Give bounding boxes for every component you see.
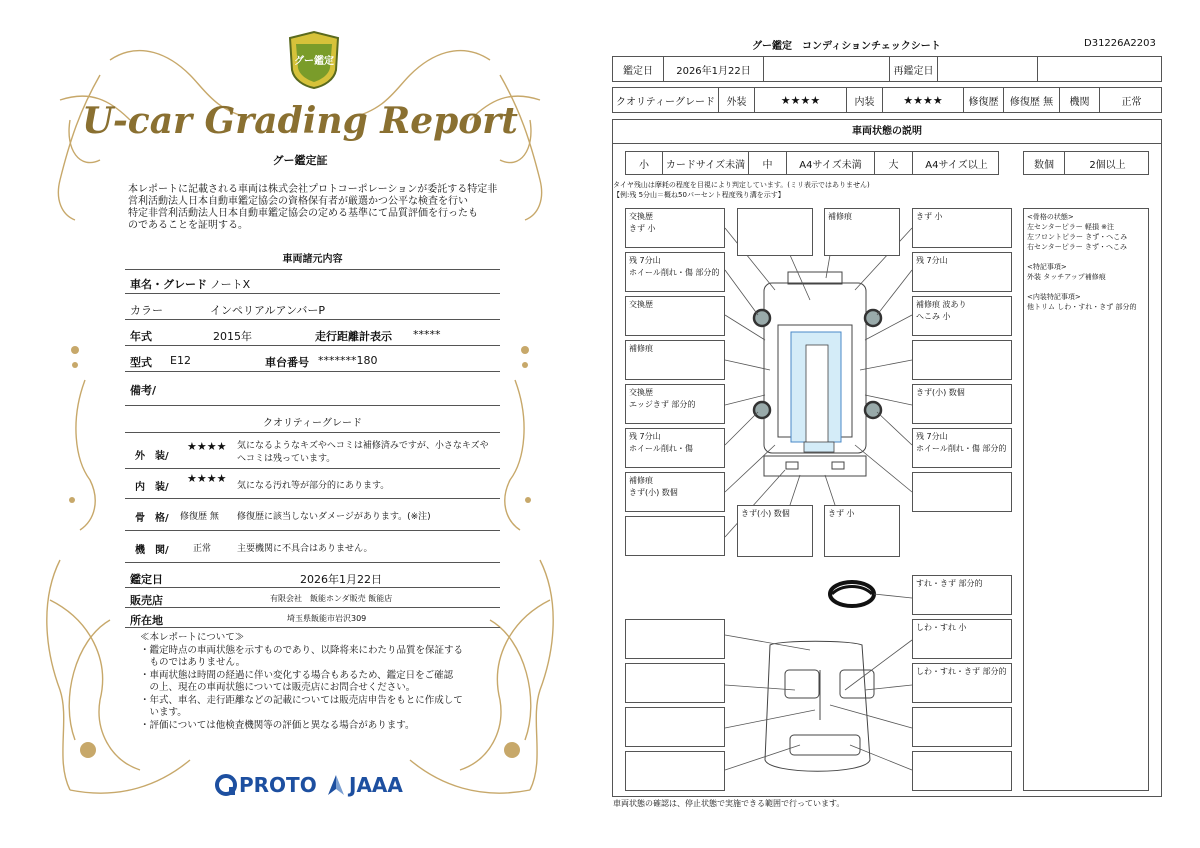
- box-text: 残 7分山: [916, 256, 948, 265]
- tire-box-rear-right: [912, 428, 1012, 468]
- exterior-box-left-8: [625, 516, 725, 556]
- interior-box-left-1: [625, 619, 725, 659]
- exterior-box-right-3: [912, 296, 1012, 336]
- interior-box-right-2: [912, 663, 1012, 703]
- frame-value: 修復歴 無: [180, 512, 219, 522]
- tire-note-line: タイヤ残山は摩耗の程度を目視により判定しています。(ミリ表示ではありません): [613, 181, 870, 189]
- grade-engine: [125, 531, 500, 563]
- exterior-box-left-1: [625, 208, 725, 248]
- note-line: 外装 タッチアップ補修痕: [1027, 273, 1106, 281]
- steering-wheel-icon: [830, 582, 874, 606]
- exterior-box-right-4: [912, 340, 1012, 380]
- box-text: エッジきず 部分的: [629, 400, 696, 409]
- box-text: 残 7分山: [629, 256, 661, 265]
- box-text: ホイール削れ・傷 部分的: [916, 444, 1007, 453]
- jaaa-logo: [326, 772, 403, 798]
- engine-label: 機関: [1059, 88, 1099, 112]
- mileage-label: 走行距離計表示: [315, 330, 392, 343]
- box-text: きず(小) 数個: [629, 488, 678, 497]
- interior-stars: ★★★★: [882, 88, 963, 112]
- interior-box-right-4: [912, 751, 1012, 791]
- certificate-heading: グー鑑定証: [272, 154, 328, 167]
- box-text: 交換歴: [629, 300, 653, 309]
- box-text: しわ・すれ・きず 部分的: [916, 667, 1007, 676]
- box-text: きず 小: [629, 224, 656, 233]
- year-label: 年式: [130, 330, 152, 343]
- box-text: 補修痕: [629, 476, 653, 485]
- exterior-text-line: ヘコミは残っています。: [237, 454, 336, 464]
- box-text: きず 小: [828, 509, 855, 518]
- note-line: [1027, 282, 1145, 292]
- note-line: <骨格の状態>: [1027, 213, 1074, 221]
- quality-label: クオリティーグレード: [616, 96, 715, 108]
- goo-logo: [286, 30, 342, 90]
- date-value: 2026年1月22日: [300, 573, 382, 586]
- report-script-title: U-car Grading Report: [82, 100, 518, 142]
- address-label: 所在地: [130, 614, 163, 627]
- note-line: <内装特記事項>: [1027, 293, 1081, 301]
- box-text: ホイール削れ・傷 部分的: [629, 268, 720, 277]
- date-label: 鑑定日: [130, 573, 163, 586]
- remarks-label: 備考/: [130, 384, 157, 397]
- tire-box-front-left: [625, 252, 725, 292]
- interior-label: 内 装/: [135, 482, 169, 493]
- exterior-box-top-1: [737, 208, 813, 256]
- notes-heading: ≪本レポートについて≫: [140, 632, 245, 643]
- condition-notes: [1023, 208, 1149, 791]
- tire-note-line: 【例:残 5分山＝概ね50パーセント程度残り溝を示す】: [613, 191, 785, 199]
- jaaa-logo-text: JAAA: [349, 773, 403, 797]
- spec-row-name: [125, 270, 500, 294]
- specs-heading: 車両諸元内容: [282, 254, 343, 265]
- exterior-box-left-7: [625, 472, 725, 512]
- box-text: へこみ 小: [916, 312, 951, 321]
- frame-text: 修復歴に該当しないダメージがあります。(※注): [237, 512, 431, 522]
- engine-value: 正常: [193, 544, 212, 554]
- note-line: 左フロントピラー きず・へこみ: [1027, 233, 1128, 241]
- note-line: ・車両状態は時間の経過に伴い変化する場合もあるため、鑑定日をご確認: [140, 669, 454, 681]
- exterior-label: 外装: [718, 88, 754, 112]
- interior-box-left-4: [625, 751, 725, 791]
- note-line: 左センターピラー 軽損 ※注: [1027, 223, 1115, 231]
- legend-count-desc: 2個以上: [1064, 152, 1150, 174]
- repair-value: 修復歴 無: [1003, 88, 1059, 112]
- proto-mark-icon: [215, 774, 237, 796]
- mileage-value: *****: [413, 328, 441, 341]
- proto-logo: [215, 772, 317, 798]
- box-text: ホイール削れ・傷: [629, 444, 693, 453]
- note-line: 他トリム しわ・すれ・きず 部分的: [1027, 303, 1137, 311]
- engine-text: 主要機関に不具合はありません。: [237, 544, 373, 554]
- condition-check-sheet: [600, 0, 1200, 848]
- jaaa-mark-icon: [326, 773, 346, 797]
- exterior-box-left-5: [625, 384, 725, 424]
- exterior-box-left-3: [625, 296, 725, 336]
- box-text: 交換歴: [629, 212, 653, 221]
- name-grade-value: ノートX: [210, 278, 251, 291]
- model-label: 型式: [130, 356, 152, 369]
- date-row: [125, 566, 500, 588]
- exterior-text-line: 気になるようなキズやヘコミは補修済みですが、小さなキズや: [237, 441, 489, 451]
- rear-left-wheel-icon: [754, 402, 770, 418]
- sheet-title: グー鑑定 コンディションチェックシート: [752, 41, 941, 52]
- chassis-value: *******180: [318, 354, 378, 367]
- address-value: 埼玉県飯能市岩沢309: [287, 614, 367, 623]
- dealer-row: [125, 588, 500, 608]
- intro-line: のであることを証明する。: [128, 220, 248, 231]
- frame-label: 骨 格/: [135, 513, 169, 524]
- exterior-text: [237, 440, 489, 466]
- report-notes: [140, 632, 510, 732]
- box-text: しわ・すれ 小: [916, 623, 967, 632]
- interior-text: 気になる汚れ等が部分的にあります。: [237, 481, 390, 491]
- reinspect-label: 再鑑定日: [889, 57, 937, 81]
- legend-small-desc: カードサイズ未満: [662, 152, 748, 174]
- spec-row-year: [125, 322, 500, 346]
- exterior-box-left-4: [625, 340, 725, 380]
- dealer-value: 有限会社 飯能ホンダ販売 飯能店: [270, 594, 393, 603]
- box-text: 残 7分山: [916, 432, 948, 441]
- sheet-footer: 車両状態の確認は、停止状態で実施できる範囲で行っています。: [613, 799, 845, 808]
- interior-box-right-1: [912, 619, 1012, 659]
- interior-box-right-3: [912, 707, 1012, 747]
- box-text: きず(小) 数個: [741, 509, 790, 518]
- legend-medium-desc: A4サイズ未満: [786, 152, 874, 174]
- box-text: 残 7分山: [629, 432, 661, 441]
- state-heading: 車両状態の説明: [613, 120, 1161, 144]
- note-line: ・年式、車名、走行距離などの記載については販売店申告をもとに作成して: [140, 694, 463, 706]
- goo-logo-text: グー鑑定: [294, 56, 334, 67]
- document-id: D31226A2203: [1084, 38, 1156, 49]
- exterior-box-right-7: [912, 472, 1012, 512]
- address-row: [125, 608, 500, 628]
- date-value: 2026年1月22日: [663, 57, 763, 81]
- exterior-label: 外 装/: [135, 451, 169, 462]
- box-text: すれ・きず 部分的: [916, 579, 983, 588]
- legend-large: 大: [874, 152, 912, 174]
- exterior-box-top-2: [824, 208, 900, 256]
- date-label: 鑑定日: [623, 65, 653, 77]
- note-line: 右センターピラー きず・へこみ: [1027, 243, 1127, 251]
- note-line: ・鑑定時点の車両状態を示すものであり、以降将来にわたり品質を保証する: [140, 644, 464, 656]
- note-line: の上、現在の車両状態については販売店にお問合せください。: [140, 682, 416, 693]
- interior-stars: ★★★★: [187, 472, 227, 485]
- spec-row-color: [125, 296, 500, 320]
- rear-right-wheel-icon: [865, 402, 881, 418]
- legend-large-desc: A4サイズ以上: [912, 152, 1000, 174]
- exterior-box-bottom-2: [824, 505, 900, 557]
- interior-box-left-3: [625, 707, 725, 747]
- exterior-stars: ★★★★: [754, 88, 846, 112]
- chassis-label: 車台番号: [265, 356, 309, 369]
- name-grade-label: 車名・グレード: [130, 278, 207, 291]
- box-text: 補修痕: [828, 212, 852, 221]
- box-text: 補修痕 波あり: [916, 300, 967, 309]
- intro-line: 営利活動法人日本自動車鑑定協会の資格保有者が厳選かつ公平な検査を行い: [128, 196, 468, 207]
- note-line: [1027, 252, 1145, 262]
- legend-medium: 中: [748, 152, 786, 174]
- exterior-box-right-5: [912, 384, 1012, 424]
- tire-box-rear-left: [625, 428, 725, 468]
- grade-interior: [125, 469, 500, 499]
- color-label: カラー: [130, 304, 163, 317]
- intro-line: 特定非営利活動法人日本自動車鑑定協会の定める基準にて品質評価を行ったも: [128, 208, 478, 219]
- exterior-box-right-1: [912, 208, 1012, 248]
- note-line: <特記事項>: [1027, 263, 1067, 271]
- box-text: 補修痕: [629, 344, 653, 353]
- repair-label: 修復歴: [963, 88, 1003, 112]
- model-value: E12: [170, 354, 191, 367]
- exterior-stars: ★★★★: [187, 440, 227, 453]
- dealer-label: 販売店: [130, 594, 163, 607]
- intro-line: 本レポートに記載される車両は株式会社プロトコーポレーションが委託する特定非: [128, 184, 498, 195]
- box-text: 交換歴: [629, 388, 653, 397]
- year-value: 2015年: [213, 330, 252, 343]
- interior-box-left-2: [625, 663, 725, 703]
- proto-logo-text: PROTO: [239, 773, 317, 797]
- engine-label: 機 関/: [135, 545, 169, 556]
- note-line: います。: [140, 707, 187, 718]
- grade-exterior: [125, 433, 500, 469]
- spec-row-remarks: [125, 374, 500, 406]
- spec-row-model: [125, 348, 500, 372]
- quality-heading: クオリティーグレード: [263, 418, 362, 429]
- certificate-intro: [128, 184, 508, 232]
- steering-box: [912, 575, 1012, 615]
- note-line: ・評価については他検査機関等の評価と異なる場合があります。: [140, 719, 415, 731]
- engine-value: 正常: [1099, 88, 1163, 112]
- box-text: きず 小: [916, 212, 943, 221]
- grade-frame: [125, 499, 500, 531]
- box-text: きず(小) 数個: [916, 388, 965, 397]
- tire-box-front-right: [912, 252, 1012, 292]
- color-value: インペリアルアンバーP: [210, 304, 325, 317]
- legend-count: 数個: [1034, 159, 1054, 171]
- exterior-box-bottom-1: [737, 505, 813, 557]
- interior-label: 内装: [846, 88, 882, 112]
- legend-small: 小: [639, 159, 649, 171]
- note-line: ものではありません。: [140, 657, 246, 668]
